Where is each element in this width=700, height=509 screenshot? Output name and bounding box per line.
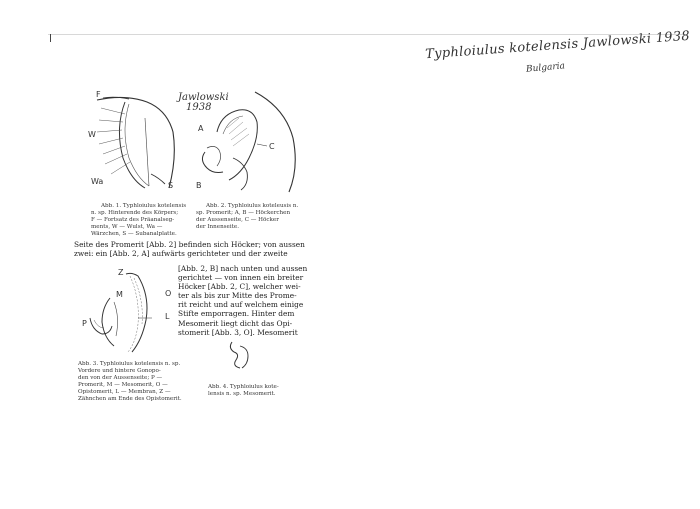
fig3-label-o: O: [165, 289, 172, 298]
fig3-caption-line: den von der Aussenseite; P —: [78, 375, 163, 381]
author-name: Jawlowski: [178, 92, 229, 103]
fig1-caption-line: ments, W — Wulst, Wa —: [91, 224, 163, 230]
body-line: stomerit [Abb. 3, O]. Mesomerit: [178, 327, 298, 337]
fig3-label-p: P: [82, 319, 87, 328]
fig3-caption-line: Promerit, M — Mesomerit, O —: [78, 382, 168, 388]
fig1-label-wa: Wa: [91, 177, 104, 186]
body-line: [Abb. 2, B] nach unten und aussen: [178, 264, 308, 273]
fig3-label-z: Z: [118, 268, 124, 277]
fig3-caption-line: Opistomerit, L — Membran, Z —: [78, 389, 171, 395]
body-text: [74, 240, 308, 258]
body-line: gerichtet — von innen ein breiter: [178, 273, 304, 283]
fig4-caption: [208, 384, 279, 398]
fig2-caption-line: Abb. 2. Typhloiulus koteleusis n.: [206, 203, 299, 209]
body-line: Stifte emporragen. Hinter dem: [178, 309, 295, 319]
fig3-caption-line: Zähnchen am Ende des Opistomerit.: [78, 396, 182, 402]
author-year: 1938: [186, 102, 212, 113]
fig3-caption-line: Vordere und hintere Gonopo-: [78, 368, 161, 374]
fig1-caption-line: Wärzchen, S — Subanalplatte.: [91, 231, 177, 237]
figure-2-drawing: [193, 88, 303, 198]
fig4-caption-line: lensis n. sp. Mesomerit.: [208, 391, 276, 397]
fig1-caption-line: Abb. 1. Typhloiulus kotelensis: [101, 203, 187, 209]
fig1-label-f: F: [96, 90, 101, 99]
body-line: rit reicht und auf welchem einige: [178, 300, 304, 310]
handwritten-species-title: Typhloiulus kotelensis Jawlowski 1938: [424, 28, 691, 63]
fig2-caption-line: der Aussenseite, C — Höcker: [196, 217, 279, 223]
body-line: zwei: ein [Abb. 2, A] aufwärts gerichteter und der zweite: [74, 249, 288, 259]
fig3-label-m: M: [116, 290, 123, 299]
margin-mark: [50, 34, 51, 42]
fig1-caption-line: F — Fortsatz des Präanalseg-: [91, 217, 175, 223]
fig3-caption: [78, 361, 182, 403]
fig3-caption-line: Abb. 3. Typhloiulus kotelensis n. sp.: [78, 361, 181, 367]
body-line: Mesomerit liegt dicht das Opi-: [178, 318, 293, 328]
fig2-caption-line: sp. Promerit; A, B — Höckerchen: [196, 210, 291, 216]
fig4-caption-line: Abb. 4. Typhloiulus kote-: [208, 384, 279, 390]
fig1-caption-line: n. sp. Hinterende des Körpers;: [91, 210, 179, 216]
body-line: ter als bis zur Mitte des Prome-: [178, 291, 297, 301]
fig2-label-c: C: [269, 142, 275, 151]
figure-4-drawing: [222, 338, 262, 372]
body-line: Höcker [Abb. 2, C], welcher wei-: [178, 282, 301, 292]
body-line: Seite des Promerit [Abb. 2] befinden sich Höcker; von aussen: [74, 240, 305, 249]
fig2-caption-line: der Innenseite.: [196, 224, 239, 230]
fig1-caption: [91, 203, 186, 238]
fig2-label-a: A: [198, 124, 204, 133]
body-text-indented: [178, 264, 308, 337]
fig3-label-l: L: [165, 312, 170, 321]
fig2-label-b: B: [196, 181, 202, 190]
fig1-label-w: W: [88, 130, 96, 139]
fig2-caption: [196, 203, 298, 231]
handwritten-region-note: Bulgaria: [525, 61, 566, 75]
fig1-label-s: S: [168, 181, 174, 190]
